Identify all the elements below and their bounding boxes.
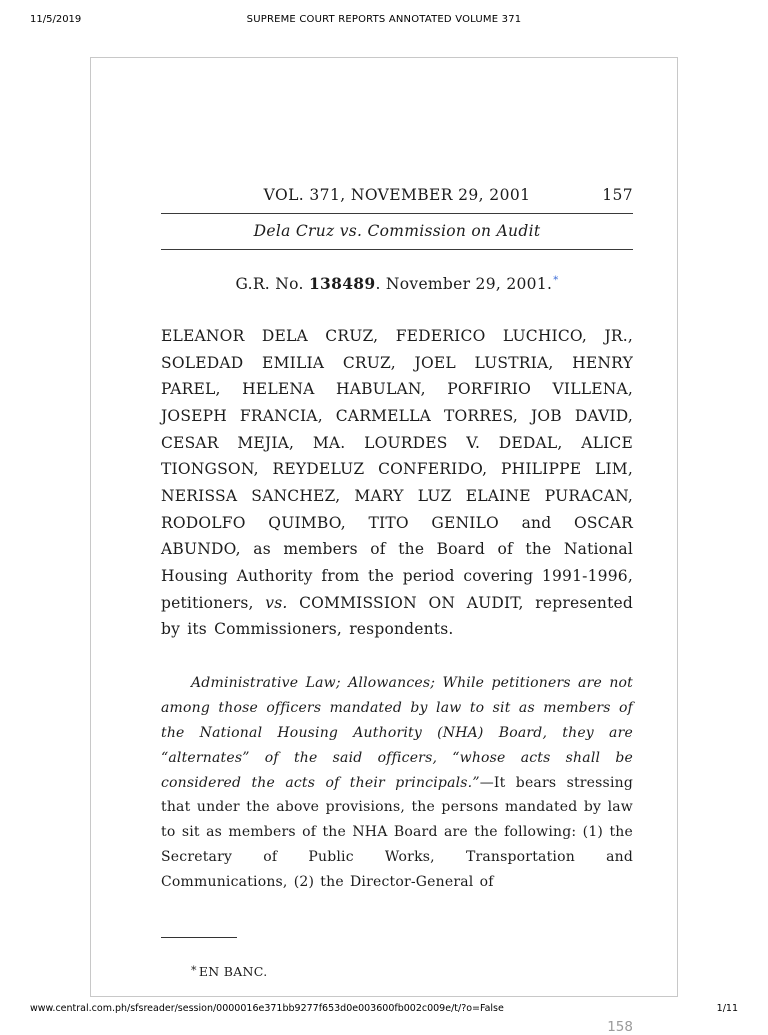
document-content <box>91 58 677 1035</box>
footnote <box>161 964 633 979</box>
gr-prefix: G.R. No. <box>235 275 309 293</box>
divider-under-title <box>161 249 633 250</box>
parties-petitioners: ELEANOR DELA CRUZ, FEDERICO LUCHICO, JR., SOLEDAD EMILIA CRUZ, JOEL LUSTRIA, HENRY PAREL, HELENA HABULAN, PORFIRIO VILLENA, JOSEPH FRANCIA, CARMELLA TORRES, JOB DAVID, CESAR MEJIA, MA. LOURDES V. DEDAL, ALICE TIONGSON, REYDELUZ CONFERIDO, PHILIPPE LIM, NERISSA SANCHEZ, MARY LUZ ELAINE PURACAN, RODOLFO QUIMBO, TITO GENILO and OSCAR ABUNDO, as members of the Board of the National Housing Authority from the period covering 1991-1996, petitioners, <box>161 327 633 612</box>
syllabus-paragraph <box>161 671 633 895</box>
gr-number: 138489 <box>308 274 376 293</box>
print-date: 11/5/2019 <box>30 14 82 25</box>
syllabus-headnote: Administrative Law; Allowances; While petitioners are not among those officers mandated by law to sit as members of the National Housing Authority (NHA) Board, they are “alternates” of the said officers, “whose acts shall be considered the acts of their principals.” <box>161 674 633 791</box>
footnote-text: EN BANC. <box>198 964 268 980</box>
next-page-number: 158 <box>607 1019 633 1035</box>
parties-paragraph <box>161 323 633 643</box>
print-pagination: 1/11 <box>716 1003 738 1014</box>
parties-vs: vs. <box>265 593 288 612</box>
case-title: Dela Cruz vs. Commission on Audit <box>253 222 541 240</box>
print-header <box>30 14 738 30</box>
footnote-separator <box>161 937 237 938</box>
syllabus-body: —It bears stressing that under the above provisions, the persons mandated by law to sit as members of the NHA Board are the following: (1) the Secretary of Public Works, Transportation and Communications, (2) the Director-General of <box>161 774 633 891</box>
running-header <box>161 186 633 204</box>
footnote-reference-link[interactable]: * <box>553 274 559 286</box>
parties-respondents: COMMISSION ON AUDIT, represented by its Commissioners, respondents. <box>161 593 633 639</box>
volume-header: VOL. 371, NOVEMBER 29, 2001 <box>263 186 531 204</box>
gr-date: . November 29, 2001. <box>375 275 553 293</box>
footnote-mark: * <box>191 964 197 978</box>
gr-number-line <box>161 274 633 293</box>
divider-top <box>161 213 633 214</box>
page-number: 157 <box>602 186 633 204</box>
print-url: www.central.com.ph/sfsreader/session/0000016e371bb9277f653d0e003600fb002c009e/t/?o=False <box>30 1003 504 1014</box>
print-document-title: SUPREME COURT REPORTS ANNOTATED VOLUME 371 <box>246 14 522 25</box>
print-footer <box>30 1003 738 1014</box>
